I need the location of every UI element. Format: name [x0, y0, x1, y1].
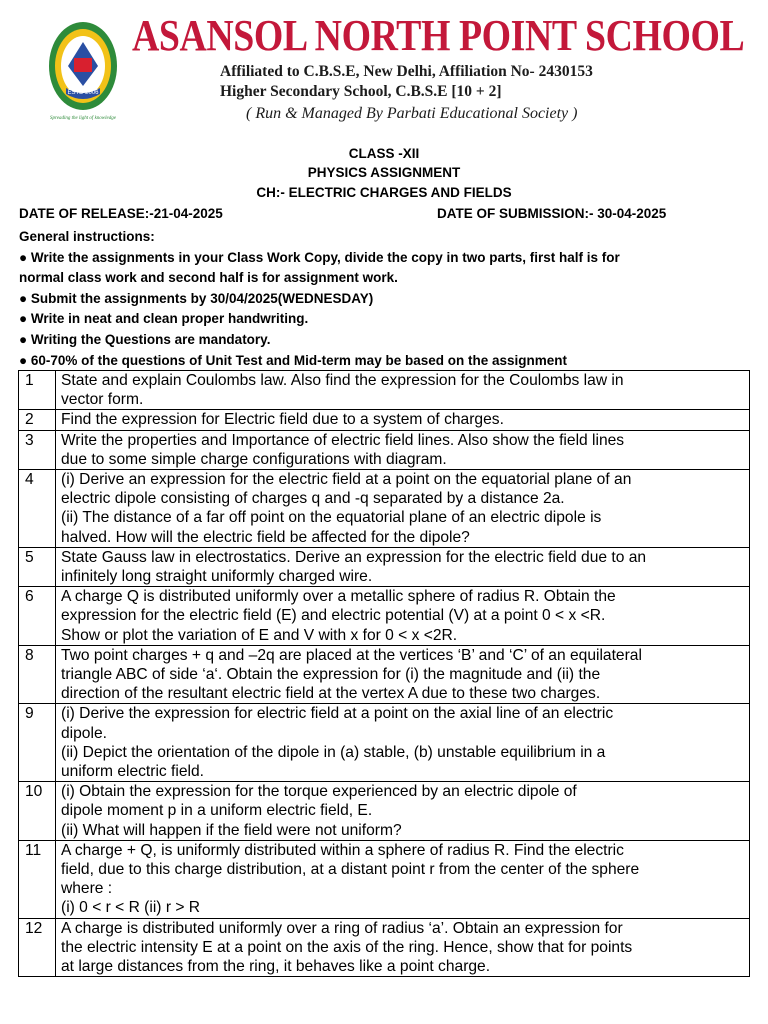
subject-title: PHYSICS ASSIGNMENT	[307, 165, 461, 180]
question-line: A charge Q is distributed uniformly over a metallic sphere of radius R. Obtain the	[61, 588, 616, 606]
question-number: 5	[19, 547, 56, 586]
class-title: CLASS -XII	[348, 146, 420, 161]
question-text	[56, 840, 750, 918]
question-number: 3	[19, 430, 56, 469]
question-text	[56, 918, 750, 977]
question-number: 9	[19, 704, 56, 782]
question-text	[56, 782, 750, 841]
question-number: 6	[19, 587, 56, 646]
instruction-line: ● Submit the assignments by 30/04/2025(WEDNESDAY)	[19, 290, 374, 306]
instruction-line: ● 60-70% of the questions of Unit Test and Mid-term may be based on the assignment	[19, 352, 567, 368]
question-line: A charge is distributed uniformly over a ring of radius ‘a’. Obtain an expression for	[61, 919, 623, 937]
question-row	[19, 840, 750, 918]
question-number: 1	[19, 371, 56, 410]
dates-row	[19, 206, 759, 221]
question-line: Two point charges + q and –2q are placed at the vertices ‘B’ and ‘C’ of an equilateral	[61, 646, 642, 664]
question-line: A charge + Q, is uniformly distributed within a sphere of radius R. Find the electric	[61, 841, 624, 859]
question-line: electric dipole consisting of charges q and -q separated by a distance 2a.	[61, 490, 565, 508]
question-number: 8	[19, 645, 56, 704]
question-line: field, due to this charge distribution, at a distant point r from the center of the sphere	[61, 861, 640, 879]
school-name: ASANSOL NORTH POINT SCHOOL	[132, 11, 745, 60]
question-line: (ii) Depict the orientation of the dipole in (a) stable, (b) unstable equilibrium in a	[61, 743, 606, 761]
questions-table	[18, 370, 750, 977]
logo-ribbon-text: ESTD 2006	[67, 90, 99, 96]
instructions-heading: General instructions:	[19, 229, 155, 244]
question-line: infinitely long straight uniformly charged wire.	[61, 568, 373, 586]
question-line: (i) 0 < r < R (ii) r > R	[61, 899, 201, 917]
question-line: (i) Derive the expression for electric field at a point on the axial line of an electric	[61, 705, 614, 723]
question-line: due to some simple charge configurations with diagram.	[61, 450, 447, 468]
question-line: where :	[61, 880, 113, 898]
question-line: dipole moment p in a uniform electric field, E.	[61, 802, 373, 820]
question-line: (i) Obtain the expression for the torque experienced by an electric dipole of	[61, 783, 577, 801]
question-line: Write the properties and Importance of electric field lines. Also show the field lines	[61, 431, 625, 449]
instruction-line: normal class work and second half is for assignment work.	[19, 270, 398, 286]
question-text	[56, 470, 750, 548]
question-row	[19, 547, 750, 586]
question-line: State Gauss law in electrostatics. Derive an expression for the electric field due to an	[61, 548, 647, 566]
question-line: uniform electric field.	[61, 763, 204, 781]
question-text	[56, 587, 750, 646]
question-number: 12	[19, 918, 56, 977]
question-row	[19, 918, 750, 977]
question-line: vector form.	[61, 391, 144, 409]
release-date: DATE OF RELEASE:-21-04-2025	[19, 206, 223, 221]
chapter-title: CH:- ELECTRIC CHARGES AND FIELDS	[256, 185, 512, 200]
question-row	[19, 782, 750, 841]
instruction-line: ● Write in neat and clean proper handwriting.	[19, 311, 309, 327]
question-row	[19, 704, 750, 782]
question-line: Show or plot the variation of E and V with x for 0 < x <2R.	[61, 626, 458, 644]
question-line: (ii) The distance of a far off point on the equatorial plane of an electric dipole is	[61, 509, 602, 527]
question-line: triangle ABC of side ‘a‘. Obtain the expression for (i) the magnitude and (ii) the	[61, 666, 601, 684]
school-header	[0, 0, 768, 140]
question-line: direction of the resultant electric field at the vertex A due to these two charges.	[61, 685, 601, 703]
question-line: (i) Derive an expression for the electric field at a point on the equatorial plane of an	[61, 471, 632, 489]
instruction-line: ● Write the assignments in your Class Work Copy, divide the copy in two parts, first half is for	[19, 249, 620, 265]
question-text	[56, 371, 750, 410]
logo-motto-text: Spreading the light of knowledge	[50, 116, 116, 121]
affiliation-line: Affiliated to C.B.S.E, New Delhi, Affiliation No- 2430153	[220, 63, 593, 80]
question-text	[56, 430, 750, 469]
question-line: (ii) What will happen if the field were not uniform?	[61, 821, 402, 839]
question-row	[19, 410, 750, 430]
question-text	[56, 547, 750, 586]
question-line: at large distances from the ring, it behaves like a point charge.	[61, 958, 491, 976]
question-line: the electric intensity E at a point on the axis of the ring. Hence, show that for points	[61, 938, 633, 956]
question-text	[56, 410, 750, 430]
instruction-line: ● Writing the Questions are mandatory.	[19, 331, 271, 347]
question-text	[56, 645, 750, 704]
question-number: 11	[19, 840, 56, 918]
general-instructions	[19, 227, 749, 371]
question-number: 2	[19, 410, 56, 430]
school-level-line: Higher Secondary School, C.B.S.E [10 + 2]	[220, 83, 502, 100]
question-line: State and explain Coulombs law. Also find the expression for the Coulombs law in	[61, 372, 624, 389]
question-row	[19, 645, 750, 704]
instructions-list	[19, 248, 749, 372]
question-line: expression for the electric field (E) and electric potential (V) at a point 0 < x <R.	[61, 607, 606, 625]
question-number: 4	[19, 470, 56, 548]
school-logo-icon	[46, 18, 120, 122]
question-row	[19, 587, 750, 646]
question-line: dipole.	[61, 724, 107, 742]
question-row	[19, 470, 750, 548]
question-line: Find the expression for Electric field due to a system of charges.	[61, 411, 504, 429]
question-row	[19, 371, 750, 410]
submission-date: DATE OF SUBMISSION:- 30-04-2025	[437, 206, 667, 221]
management-line: ( Run & Managed By Parbati Educational Society )	[246, 105, 578, 122]
question-line: halved. How will the electric field be affected for the dipole?	[61, 528, 470, 546]
question-text	[56, 704, 750, 782]
question-row	[19, 430, 750, 469]
question-number: 10	[19, 782, 56, 841]
